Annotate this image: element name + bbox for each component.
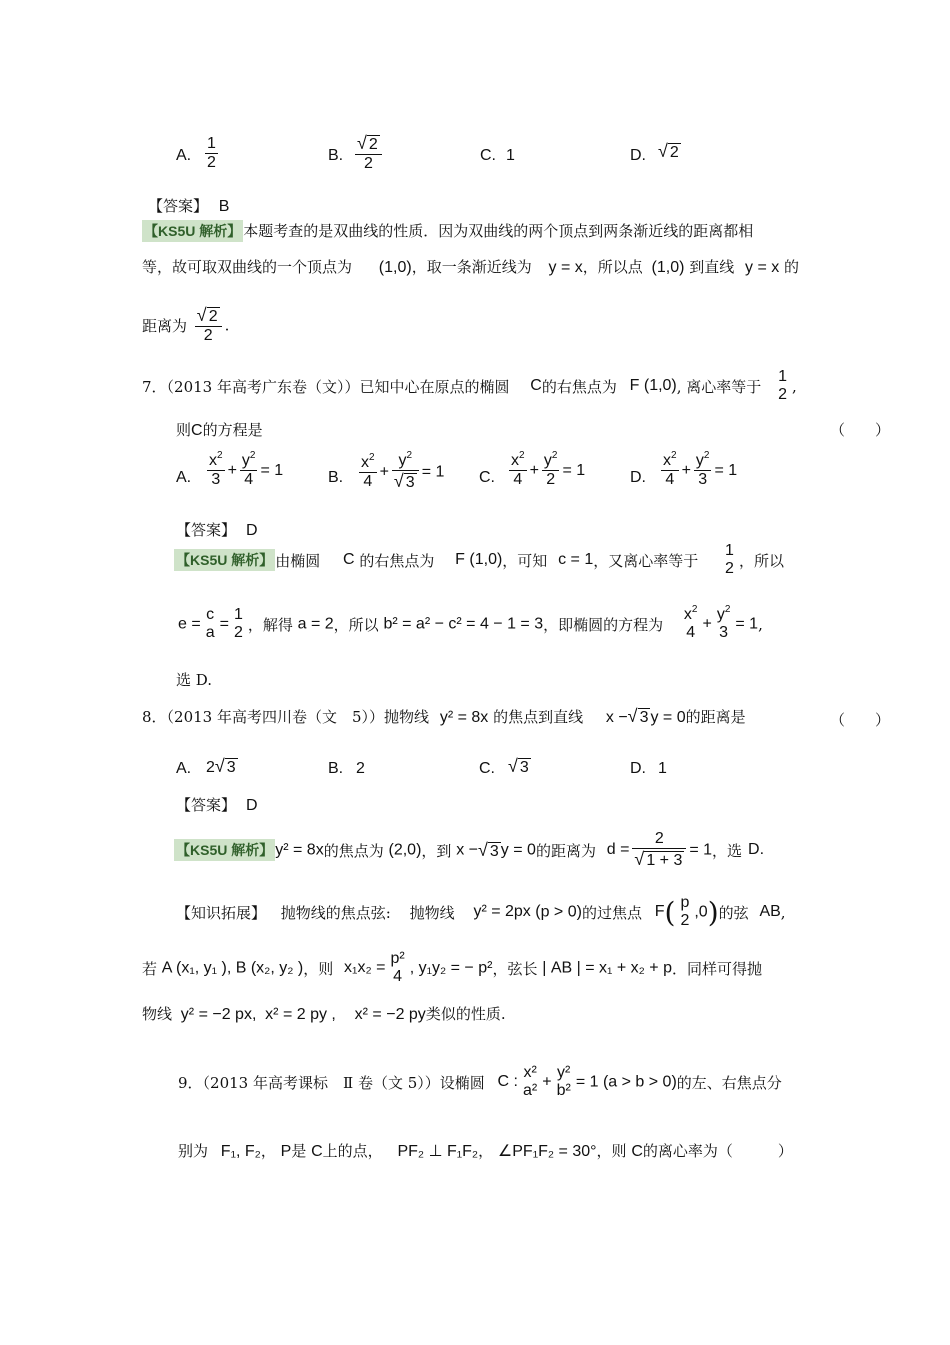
q8-answer: 【答案】 D bbox=[176, 796, 258, 814]
q7-options: A. $\frac{x^2}{3}$ + $\frac{y^2}{4}$ = 1 B. $\frac{x^2}{4}$ + $\frac{y^2}{√ 3}$ = 1 C. $\frac{x^2}{4}$ + $\frac{y^2}{2}$ = 1 D. $\frac{x^2}{4}$ + $\frac{y^2}{3}$ = 1 bbox=[176, 450, 738, 492]
q8-option-a: 2√ 3 bbox=[206, 756, 236, 776]
q9-stem-line2: 别为 F₁, F₂， P是 C上的点， PF₂ ⊥ F₁F₂， ∠PF₁F₂ = 30°，则 C的离心率为（ ） bbox=[178, 1142, 793, 1160]
q6-option-a: $\frac{1}{2}$ bbox=[207, 135, 216, 172]
q7-stem-line2: 则C的方程是 bbox=[176, 421, 263, 439]
q7-answer: 【答案】 D bbox=[176, 521, 258, 539]
ks5u-tag: 【KS5U 解析】 bbox=[142, 220, 243, 242]
q6-option-b-label: B. bbox=[328, 147, 344, 164]
q8-options: A. 2√ 3 B. 2 C. √ 3 D. 1 bbox=[176, 756, 667, 777]
q7-explanation-line1: 【KS5U 解析】 由椭圆 C 的右焦点为 F (1,0)，可知 c = 1，又离心率等于 1 2 ，所以 bbox=[176, 542, 784, 578]
q6-option-c: 1 bbox=[506, 147, 515, 164]
q8-stem: 8．（2013 年高考四川卷（文 5））抛物线 y² = 8x 的焦点到直线 x −√ 3 y = 0的距离是 bbox=[142, 706, 746, 726]
answer-value: B bbox=[218, 198, 230, 215]
q8-option-d: 1 bbox=[658, 760, 667, 777]
q6-option-c-label: C. bbox=[480, 147, 496, 164]
q6-option-d: √ 2 bbox=[658, 141, 679, 161]
q7-option-c: $\frac{x^2}{4}$ + $\frac{y^2}{2}$ = 1 bbox=[511, 450, 586, 489]
q6-explanation-line2: 等，故可取双曲线的一个顶点为 (1,0)，取一条渐近线为 y = x，所以点 (1,0) 到直线 y = x 的 bbox=[142, 258, 800, 276]
q9-stem-line1: 9．（2013 年高考课标 Ⅱ 卷（文 5））设椭圆 C : x² a² + y² b² = 1 (a > b > 0)的左、右焦点分 bbox=[178, 1064, 782, 1100]
q7-option-d: $\frac{x^2}{4}$ + $\frac{y^2}{3}$ = 1 bbox=[663, 450, 738, 489]
q6-explanation-line1: 【KS5U 解析】 本题考查的是双曲线的性质．因为双曲线的两个顶点到两条渐近线的距离都相 bbox=[144, 222, 754, 240]
q6-option-d-label: D. bbox=[630, 147, 646, 164]
q7-stem-line1: 7．（2013 年高考广东卷（文））已知中心在原点的椭圆 C的右焦点为 F (1,0), 离心率等于 1 2 , bbox=[142, 368, 797, 404]
q6-answer bbox=[148, 195, 229, 216]
ext-line3: 物线 y² = −2 px, x² = 2 py , x² = −2 py类似的性质. bbox=[142, 1005, 506, 1023]
q8-option-c: √ 3 bbox=[508, 756, 529, 776]
q6-option-b: $\frac{√ 2}{2}$ bbox=[352, 133, 385, 174]
q7-number: 7． bbox=[142, 377, 167, 396]
q7-answer-paren: （ ） bbox=[830, 421, 891, 439]
q8-explanation: 【KS5U 解析】 y² = 8x的焦点为 (2,0)，到 x −√ 3 y = 0的距离为 d = $\frac{2}{√ 1 + 3}$ = 1，选 D. bbox=[176, 830, 765, 870]
q6-explanation-line3: 距离为 $\frac{√ 2}{2}$ . bbox=[142, 305, 230, 345]
q8-option-b: 2 bbox=[356, 760, 365, 777]
q7-explanation-line3: 选 D. bbox=[176, 671, 213, 689]
q8-number: 8． bbox=[142, 708, 167, 726]
q6-option-a-label: A. bbox=[176, 147, 192, 164]
ext-line1: 【知识拓展】 抛物线的焦点弦: 抛物线 y² = 2px (p > 0)的过焦点 F( p 2 ,0)的弦 AB, bbox=[176, 894, 786, 930]
q7-option-b: $\frac{x^2}{4}$ + $\frac{y^2}{√ 3}$ = 1 bbox=[361, 450, 445, 492]
q9-number: 9． bbox=[178, 1073, 203, 1092]
q6-options bbox=[176, 135, 736, 185]
ext-line2: 若 A (x₁, y₁ ), B (x₂, y₂ )，则 x₁x₂ = p² 4 , y₁y₂ = − p²，弦长 | AB | = x₁ + x₂ + p．同样可得抛 bbox=[142, 950, 763, 986]
q7-explanation-line2: e = c a = 1 2 ，解得 a = 2，所以 b² = a² − c² = 4 − 1 = 3，即椭圆的方程为 $x^2$ 4 + $y^2$ 3 = 1, bbox=[178, 604, 763, 642]
answer-label: 【答案】 bbox=[148, 197, 209, 215]
q7-option-a: $\frac{x^2}{3}$ + $\frac{y^2}{4}$ = 1 bbox=[209, 450, 284, 489]
q8-answer-paren: （ ） bbox=[830, 711, 891, 729]
